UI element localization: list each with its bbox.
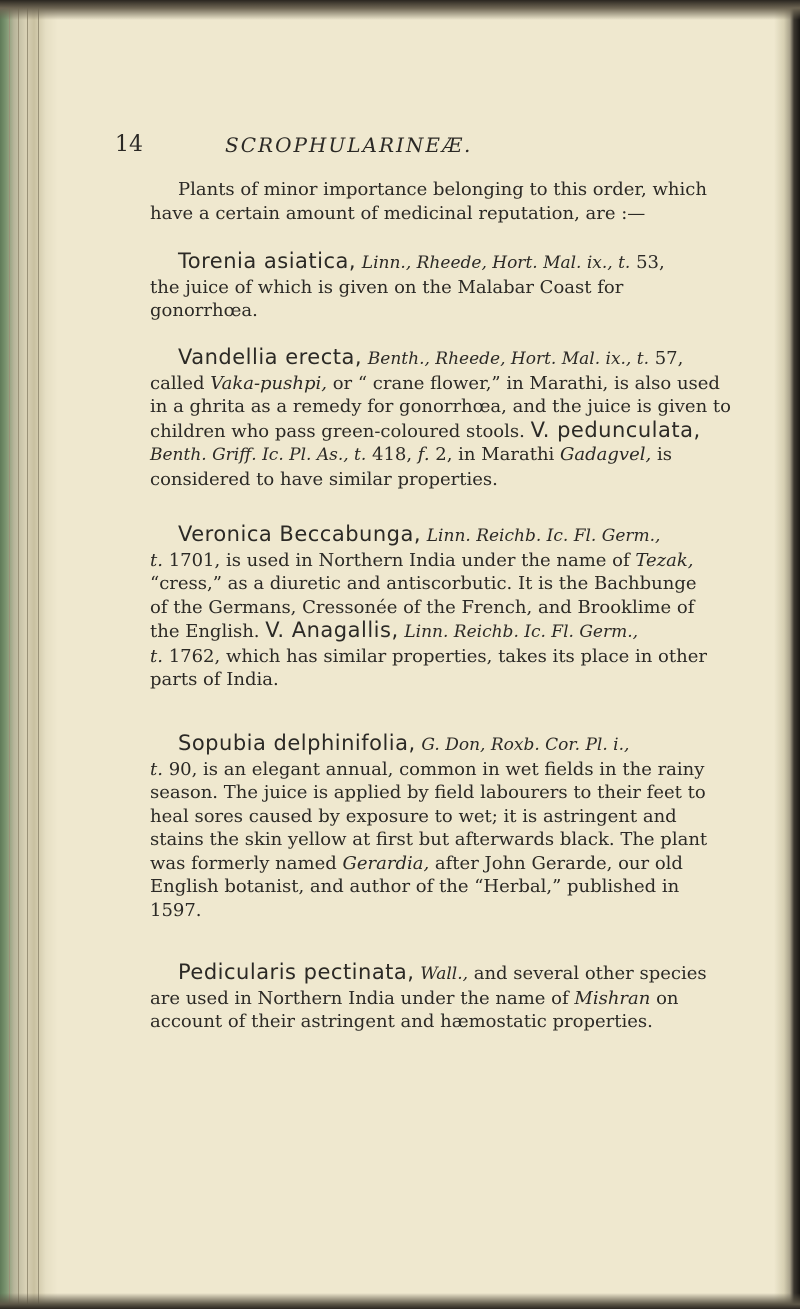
entry-line	[150, 758, 765, 782]
entry-line: parts of India.	[150, 669, 279, 690]
entry-sopubia	[150, 732, 765, 922]
entry-pedicularis	[150, 961, 765, 1034]
entry-line	[150, 419, 765, 444]
genus-synonym: Gerardia,	[342, 852, 430, 874]
species-name: Veronica Beccabunga,	[178, 522, 422, 546]
authority: Benth. Griff. Ic. Pl. As., t.	[150, 445, 367, 465]
vernacular-name: Tezak,	[635, 549, 694, 571]
entry-text: after John Gerarde, our old	[429, 852, 683, 874]
entry-line: in a ghrita as a remedy for gonorrhœa, and the juice is given to	[150, 396, 731, 417]
entry-line	[150, 443, 765, 468]
plate-ref: t.	[150, 549, 163, 571]
vernacular-name: Vaka-pushpi,	[210, 372, 327, 394]
figure-ref: f.	[417, 444, 430, 465]
entry-line: 1597.	[150, 899, 202, 921]
entry-line: “cress,” as a diuretic and antiscorbutic. It is the Bachbunge	[150, 573, 697, 594]
entry-vandellia	[150, 346, 765, 491]
entry-line: stains the skin yellow at first but afterwards black. The plant	[150, 829, 708, 850]
species-name: V. pedunculata,	[530, 417, 701, 442]
entry-line	[150, 987, 765, 1011]
page-number: 14	[115, 132, 143, 157]
authority: Wall.,	[420, 964, 469, 984]
vernacular-name: Mishran	[574, 987, 651, 1009]
authority: G. Don, Roxb. Cor. Pl. i.,	[421, 735, 630, 755]
entry-line	[150, 645, 765, 669]
book-page	[115, 0, 765, 1309]
entry-text: is	[651, 444, 672, 465]
entry-line	[150, 250, 765, 276]
page-header	[115, 132, 765, 162]
entry-text: children who pass green-coloured stools.	[150, 420, 531, 442]
entry-text: 53,	[630, 252, 665, 273]
book-gutter	[0, 0, 58, 1309]
authority: Linn. Reichb. Ic. Fl. Germ.,	[426, 526, 661, 546]
entry-text: are used in Northern India under the name of	[150, 987, 575, 1009]
entry-text: called	[150, 372, 211, 394]
plate-ref: t.	[150, 645, 163, 667]
entry-text: 1762, which has similar properties, takes its place in other	[162, 645, 707, 667]
entry-text: 90, is an elegant annual, common in wet fields in the rainy	[162, 758, 705, 780]
entry-line	[150, 619, 765, 645]
entry-line: account of their astringent and hæmostatic properties.	[150, 1011, 653, 1032]
entry-text: 1701, is used in Northern India under the name of	[162, 549, 636, 571]
running-head: SCROPHULARINEÆ.	[225, 133, 473, 157]
entry-line: the juice of which is given on the Malabar Coast for	[150, 276, 624, 298]
entry-line	[150, 961, 765, 987]
species-name: Vandellia erecta,	[178, 345, 363, 369]
species-name: Pedicularis pectinata,	[178, 960, 415, 984]
entry-line	[150, 852, 765, 876]
entry-text: or “ crane flower,” in Marathi, is also used	[326, 372, 720, 394]
entry-line: heal sores caused by exposure to wet; it is astringent and	[150, 805, 677, 827]
species-name: Torenia asiatica,	[178, 249, 357, 273]
intro-line: have a certain amount of medicinal reputation, are :—	[150, 202, 646, 224]
entry-torenia	[150, 250, 765, 323]
entry-line	[150, 372, 765, 396]
entry-text: the English.	[150, 621, 266, 642]
entry-line	[150, 549, 765, 573]
entry-text: and several other species	[468, 963, 707, 984]
entry-line	[150, 732, 765, 758]
intro-line: Plants of minor importance belonging to this order, which	[178, 179, 707, 200]
species-name: Sopubia delphinifolia,	[178, 731, 416, 755]
entry-line: considered to have similar properties.	[150, 468, 498, 490]
entry-text: was formerly named	[150, 852, 343, 874]
page-edge	[774, 0, 800, 1309]
entry-line	[150, 346, 765, 372]
entry-line: season. The juice is applied by field labourers to their feet to	[150, 782, 706, 803]
authority: Linn. Reichb. Ic. Fl. Germ.,	[404, 622, 639, 642]
entry-text: on	[650, 987, 679, 1009]
entry-text: 2, in Marathi	[429, 444, 561, 465]
entry-veronica	[150, 523, 765, 692]
entry-line: English botanist, and author of the “Herbal,” published in	[150, 876, 680, 897]
authority: Linn., Rheede, Hort. Mal. ix., t.	[361, 253, 631, 273]
entry-line: of the Germans, Cressonée of the French, and Brooklime of	[150, 596, 695, 618]
entry-line	[150, 523, 765, 549]
authority: Benth., Rheede, Hort. Mal. ix., t.	[367, 349, 649, 369]
entry-line: gonorrhœa.	[150, 300, 258, 321]
entry-text: 57,	[648, 348, 684, 369]
intro-paragraph	[150, 178, 765, 225]
entry-text: 418,	[366, 444, 418, 465]
species-name: V. Anagallis,	[265, 618, 399, 642]
vernacular-name: Gadagvel,	[560, 444, 652, 465]
plate-ref: t.	[150, 758, 163, 780]
